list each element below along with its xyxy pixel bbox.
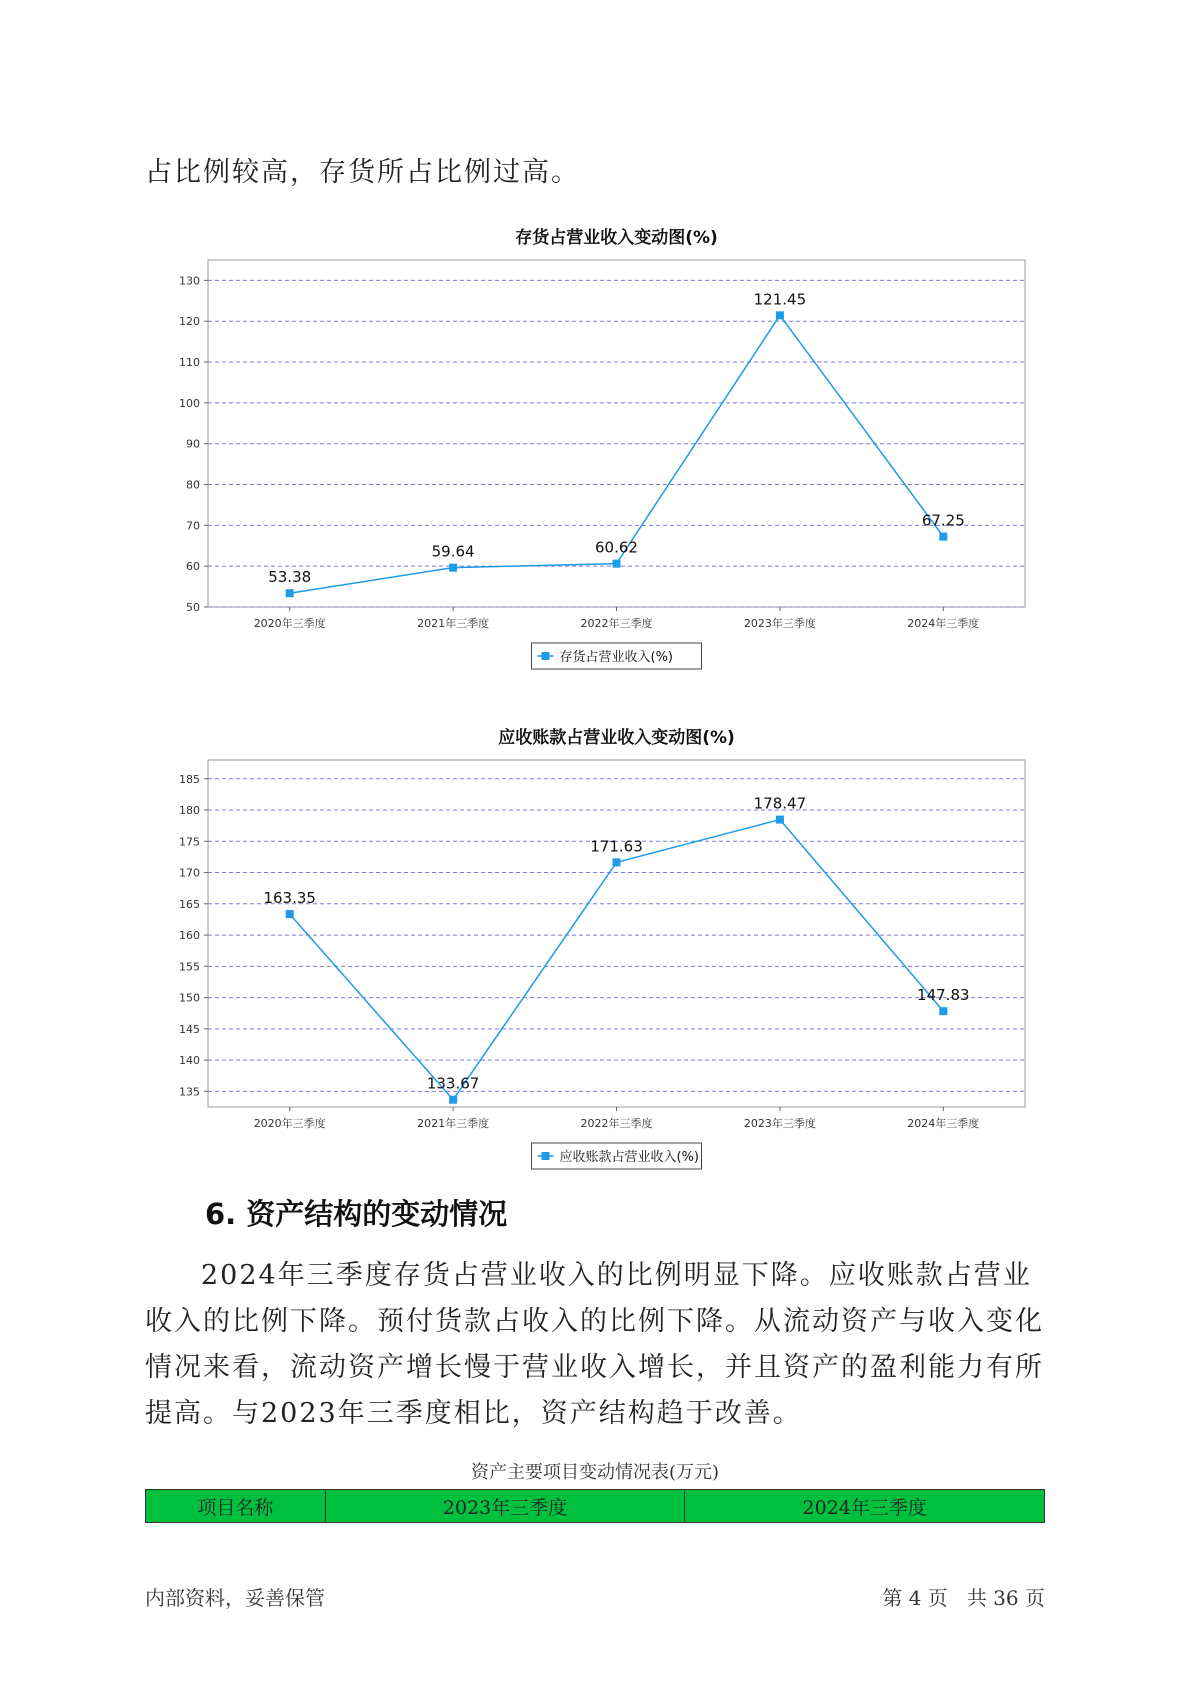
plot-area bbox=[208, 760, 1025, 1107]
y-tick-label: 50 bbox=[186, 601, 200, 614]
chart-title: 应收账款占营业收入变动图(%) bbox=[498, 728, 735, 748]
legend-label: 存货占营业收入(%) bbox=[559, 650, 673, 665]
legend-marker bbox=[542, 652, 550, 660]
data-point bbox=[776, 311, 784, 319]
x-tick-label: 2021年三季度 bbox=[417, 1117, 490, 1130]
header-2024q3: 2024年三季度 bbox=[685, 1490, 1045, 1523]
data-label: 163.35 bbox=[263, 889, 316, 908]
data-point bbox=[286, 910, 294, 918]
y-tick-label: 70 bbox=[186, 519, 200, 533]
x-tick-label: 2022年三季度 bbox=[580, 617, 653, 630]
data-label: 133.67 bbox=[426, 1074, 480, 1093]
data-label: 53.38 bbox=[268, 568, 312, 587]
top-paragraph: 占比例较高，存货所占比例过高。 bbox=[145, 157, 580, 188]
table-caption: 资产主要项目变动情况表(万元) bbox=[470, 1462, 720, 1483]
y-tick-label: 180 bbox=[179, 804, 200, 818]
header-item-name: 项目名称 bbox=[146, 1490, 326, 1523]
y-tick-label: 140 bbox=[179, 1054, 200, 1068]
y-tick-label: 90 bbox=[186, 437, 200, 451]
x-tick-label: 2023年三季度 bbox=[743, 617, 816, 630]
y-tick-label: 155 bbox=[179, 960, 200, 974]
y-tick-label: 135 bbox=[179, 1085, 200, 1099]
y-tick-label: 80 bbox=[186, 478, 200, 492]
legend-marker bbox=[542, 1152, 550, 1160]
table-header-row bbox=[146, 1490, 1045, 1523]
inventory-ratio-chart bbox=[130, 225, 1050, 685]
data-point bbox=[939, 1007, 947, 1015]
section-heading: 6. 资产结构的变动情况 bbox=[205, 1197, 508, 1231]
y-tick-label: 150 bbox=[179, 991, 200, 1005]
data-point bbox=[449, 564, 457, 572]
data-label: 171.63 bbox=[590, 837, 643, 856]
header-2023q3: 2023年三季度 bbox=[325, 1490, 685, 1523]
chart-title: 存货占营业收入变动图(%) bbox=[515, 228, 718, 248]
data-point bbox=[613, 858, 621, 866]
data-point bbox=[939, 533, 947, 541]
x-tick-label: 2022年三季度 bbox=[580, 1117, 653, 1130]
data-label: 59.64 bbox=[431, 542, 475, 561]
y-tick-label: 60 bbox=[186, 560, 200, 574]
x-tick-label: 2020年三季度 bbox=[253, 617, 326, 630]
legend-label: 应收账款占营业收入(%) bbox=[559, 1150, 699, 1165]
data-label: 67.25 bbox=[921, 511, 965, 530]
data-label: 60.62 bbox=[595, 538, 638, 557]
y-tick-label: 185 bbox=[179, 772, 200, 786]
y-tick-label: 110 bbox=[179, 356, 200, 370]
y-tick-label: 100 bbox=[179, 396, 200, 410]
data-label: 121.45 bbox=[753, 290, 807, 309]
footer-left: 内部资料，妥善保管 bbox=[145, 1586, 325, 1610]
x-tick-label: 2023年三季度 bbox=[743, 1117, 816, 1130]
y-tick-label: 170 bbox=[179, 866, 200, 880]
y-tick-label: 160 bbox=[179, 929, 200, 943]
x-tick-label: 2020年三季度 bbox=[253, 1117, 326, 1130]
data-label: 178.47 bbox=[753, 794, 807, 813]
y-tick-label: 130 bbox=[179, 274, 200, 288]
y-tick-label: 120 bbox=[179, 315, 200, 329]
x-tick-label: 2021年三季度 bbox=[417, 617, 490, 630]
asset-table bbox=[145, 1489, 1045, 1523]
section-paragraph: 2024年三季度存货占营业收入的比例明显下降。应收账款占营业收入的比例下降。预付货款占收入的比例下降。从流动资产与收入变化情况来看，流动资产增长慢于营业收入增长，并且资产的盈利能力有所提高。与2023年三季度相比，资产结构趋于改善。 bbox=[145, 1260, 1044, 1429]
footer-page-number: 第 4 页 共 36 页 bbox=[882, 1586, 1045, 1610]
chart-legend bbox=[532, 1143, 702, 1169]
data-label: 147.83 bbox=[917, 986, 970, 1005]
y-tick-label: 175 bbox=[179, 835, 200, 849]
data-point bbox=[613, 560, 621, 568]
data-point bbox=[776, 816, 784, 824]
x-tick-label: 2024年三季度 bbox=[907, 1117, 980, 1130]
data-point bbox=[449, 1096, 457, 1104]
data-point bbox=[286, 589, 294, 597]
y-tick-label: 165 bbox=[179, 897, 200, 911]
x-tick-label: 2024年三季度 bbox=[907, 617, 980, 630]
receivables-ratio-chart bbox=[130, 725, 1050, 1185]
chart-legend bbox=[532, 643, 702, 669]
y-tick-label: 145 bbox=[179, 1022, 200, 1036]
